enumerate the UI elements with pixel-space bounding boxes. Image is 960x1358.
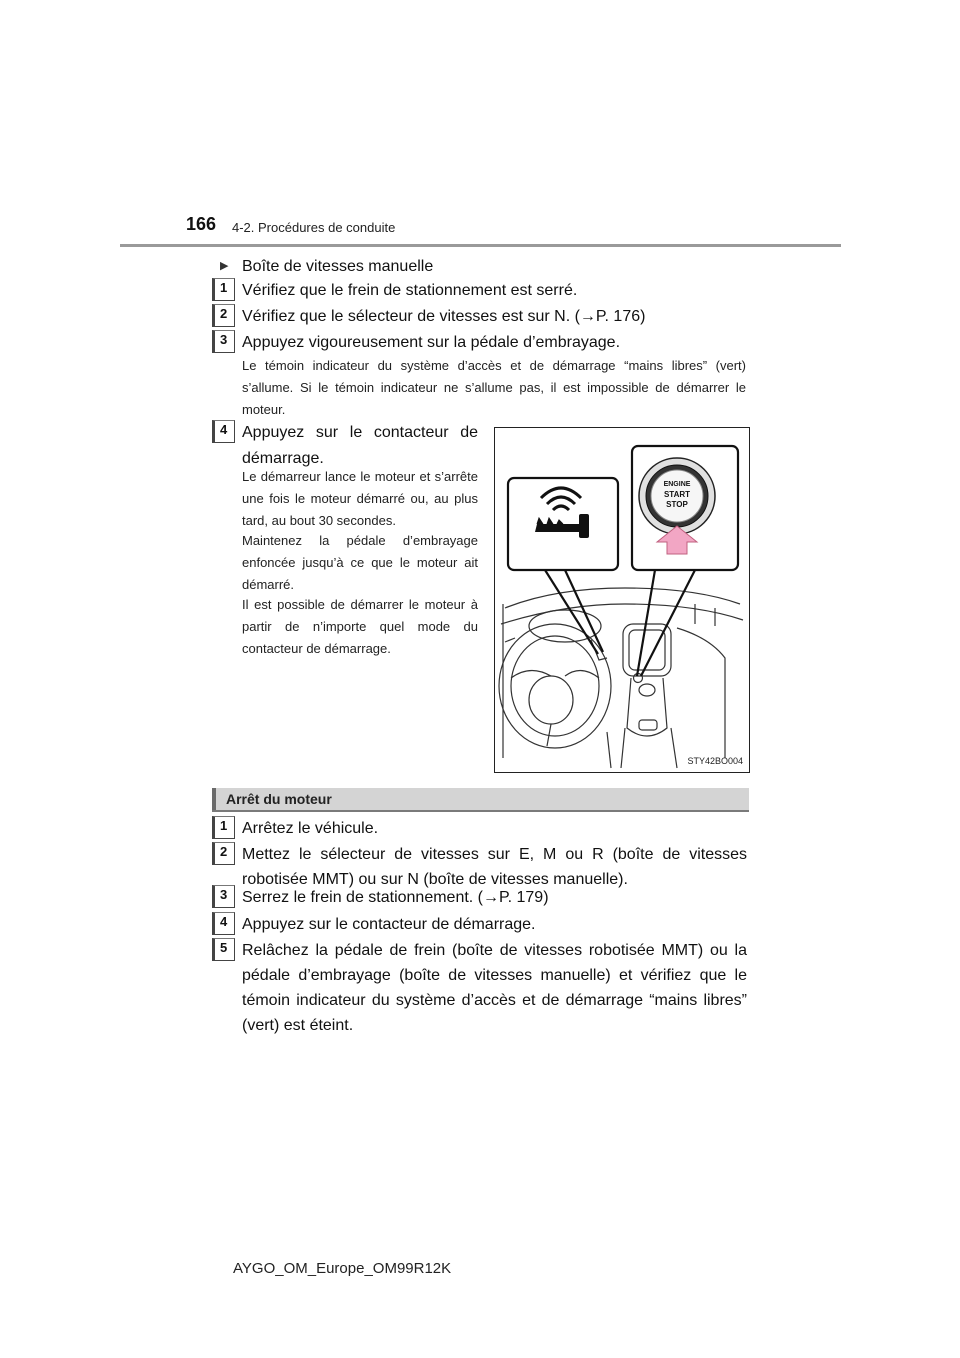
page-number: 166 <box>186 214 217 234</box>
section-header-rule <box>212 810 749 812</box>
step-marker-2: 2 <box>212 304 235 327</box>
button-label-start: START <box>663 490 691 499</box>
section-header-label: Arrêt du moteur <box>226 791 332 807</box>
step-text-4: Appuyez sur le contacteur de démarrage. <box>242 424 478 467</box>
button-label-stop: STOP <box>666 500 688 509</box>
stop-step-marker-5: 5 <box>212 938 235 961</box>
step-text-3: Appuyez vigoureusement sur la pédale d’embrayage. <box>242 334 621 351</box>
step-marker-1: 1 <box>212 278 235 301</box>
section-header-engine-stop <box>212 788 749 810</box>
stop-step-marker-1: 1 <box>212 816 235 839</box>
step-3-note: Le témoin indicateur du système d’accès et de démarrage “mains libres” (vert) s’allume. Si le témoin indicateur ne s’allume pas, il est impossible de démarrer le moteur. <box>242 358 746 417</box>
step-4-note-1: Le démarreur lance le moteur et s’arrête une fois le moteur démarré ou, au plus tard, au bout 30 secondes. <box>242 469 478 528</box>
step-4-note-3: Il est possible de démarrer le moteur à partir de n’importe quel mode du contacteur de démarrage. <box>242 597 478 656</box>
step-marker-3: 3 <box>212 330 235 353</box>
dashboard-illustration <box>494 427 750 773</box>
bullet-triangle-icon: ▶ <box>220 260 229 272</box>
step-text-1: Vérifiez que le frein de stationnement est serré. <box>242 282 578 299</box>
button-label-engine: ENGINE <box>663 481 691 488</box>
section-title: 4-2. Procédures de conduite <box>232 220 396 235</box>
header-divider <box>120 244 841 247</box>
stop-step-marker-2: 2 <box>212 842 235 865</box>
stop-step-marker-3: 3 <box>212 885 235 908</box>
subtitle-manual-transmission: Boîte de vitesses manuelle <box>242 258 434 275</box>
stop-step-marker-4: 4 <box>212 912 235 935</box>
stop-step-text-5: Relâchez la pédale de frein (boîte de vitesses robotisée MMT) ou la pédale d’embrayage (boîte de vitesses manuelle) et vérifiez que le témoin indicateur du système d’accès et de démarrage “mains libres” (vert) est éteint. <box>242 942 747 1034</box>
document-id: AYGO_OM_Europe_OM99R12K <box>233 1260 452 1277</box>
step-4-note-2: Maintenez la pédale d’embrayage enfoncée jusqu’à ce que le moteur ait démarré. <box>242 533 478 592</box>
stop-step-text-2: Mettez le sélecteur de vitesses sur E, M ou R (boîte de vitesses robotisée MMT) ou sur N (boîte de vitesses manuelle). <box>242 846 747 888</box>
step-text-2: Vérifiez que le sélecteur de vitesses est sur N. (→P. 176) <box>242 308 646 325</box>
stop-step-text-3: Serrez le frein de stationnement. (→P. 179) <box>242 889 549 906</box>
figure-code: STY42BO004 <box>687 756 743 766</box>
stop-step-text-1: Arrêtez le véhicule. <box>242 820 379 837</box>
stop-step-text-4: Appuyez sur le contacteur de démarrage. <box>242 916 536 933</box>
step-marker-4: 4 <box>212 420 235 443</box>
